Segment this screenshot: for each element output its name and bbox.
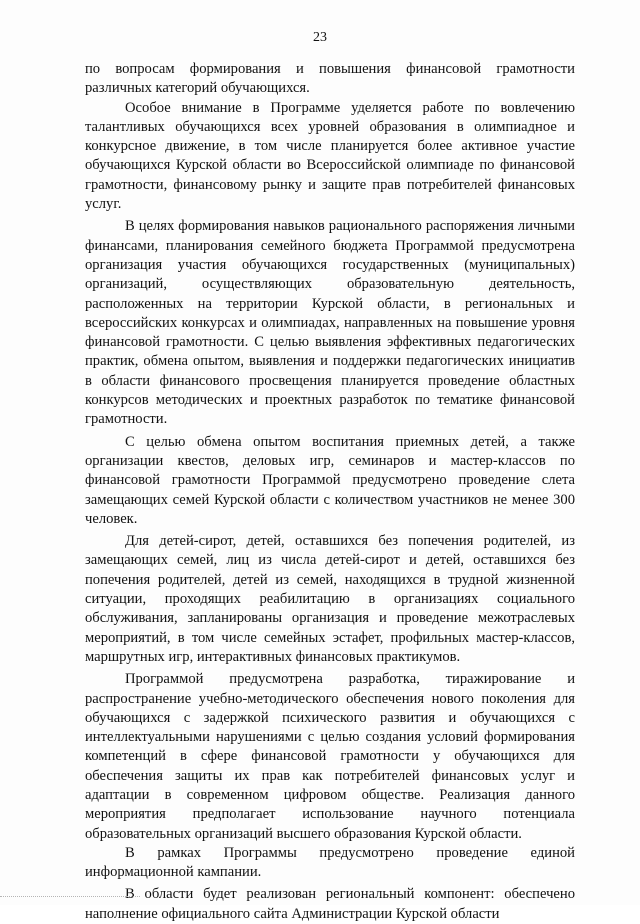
- paragraph-personal-finance-skills: В целях формирования навыков рационального распоряжения личными финансами, планирования семейного бюджета Программой предусмотрена организация участия обучающихся государственных (муниципальных) организаций, осуществляющих образовательную деятельность, расположенных на территории Курской области, в региональных и всероссийских конкурсах и олимпиадах, направленных на повышение уровня финансовой грамотности. С целью выявления эффективных педагогических практик, обмена опытом, выявления и поддержки педагогических инициатив в области финансового просвещения планируется проведение областных конкурсов методических и проектных разработок по тематике финансовой грамотности.: [85, 218, 575, 428]
- paragraph-methodical-support: Программой предусмотрена разработка, тиражирование и распространение учебно-методического обеспечения нового поколения для обучающихся с задержкой психического развития и обучающихся с интеллектуальными нарушениями с целью создания условий формирования компетенций в сфере финансовой грамотности у обучающихся для обеспечения защиты их прав как потребителей финансовых услуг и адаптации в современном цифровом обществе. Реализация данного мероприятия предполагает использование научного потенциала образовательных организаций высшего образования Курской области.: [85, 671, 575, 842]
- scan-artifact: [0, 892, 140, 897]
- page-number: 23: [313, 30, 327, 45]
- paragraph-regional-component: В области будет реализован региональный компонент: обеспечено наполнение официального сайта Администрации Курской области: [85, 886, 575, 922]
- paragraph-information-campaign: В рамках Программы предусмотрено проведение единой информационной кампании.: [85, 844, 575, 881]
- body-text: [85, 60, 575, 924]
- paragraph-continuation: по вопросам формирования и повышения финансовой грамотности различных категорий обучающихся.: [85, 61, 575, 97]
- paragraph-orphans-events: Для детей-сирот, детей, оставшихся без попечения родителей, из замещающих семей, лиц из числа детей-сирот и детей, оставшихся без попечения родителей, детей из семей, находящихся в трудной жизненной ситуации, проходящих реабилитацию в организациях социального обслуживания, запланированы организация и проведение межотраслевых мероприятий, в том числе семейных эстафет, профильных мастер-классов, маршрутных игр, интерактивных финансовых практикумов.: [85, 533, 575, 665]
- paragraph-foster-families-rally: С целью обмена опытом воспитания приемных детей, а также организации квестов, деловых игр, семинаров и мастер-классов по финансовой грамотности Программой предусмотрено проведение слета замещающих семей Курской области с количеством участников не менее 300 человек.: [85, 433, 575, 527]
- paragraph-olympiad-involvement: Особое внимание в Программе уделяется работе по вовлечению талантливых обучающихся всех уровней образования в олимпиадное и конкурсное движение, в том числе планируется более активное участие обучающихся Курской области во Всероссийской олимпиаде по финансовой грамотности, финансовому рынку и защите прав потребителей финансовых услуг.: [85, 99, 575, 213]
